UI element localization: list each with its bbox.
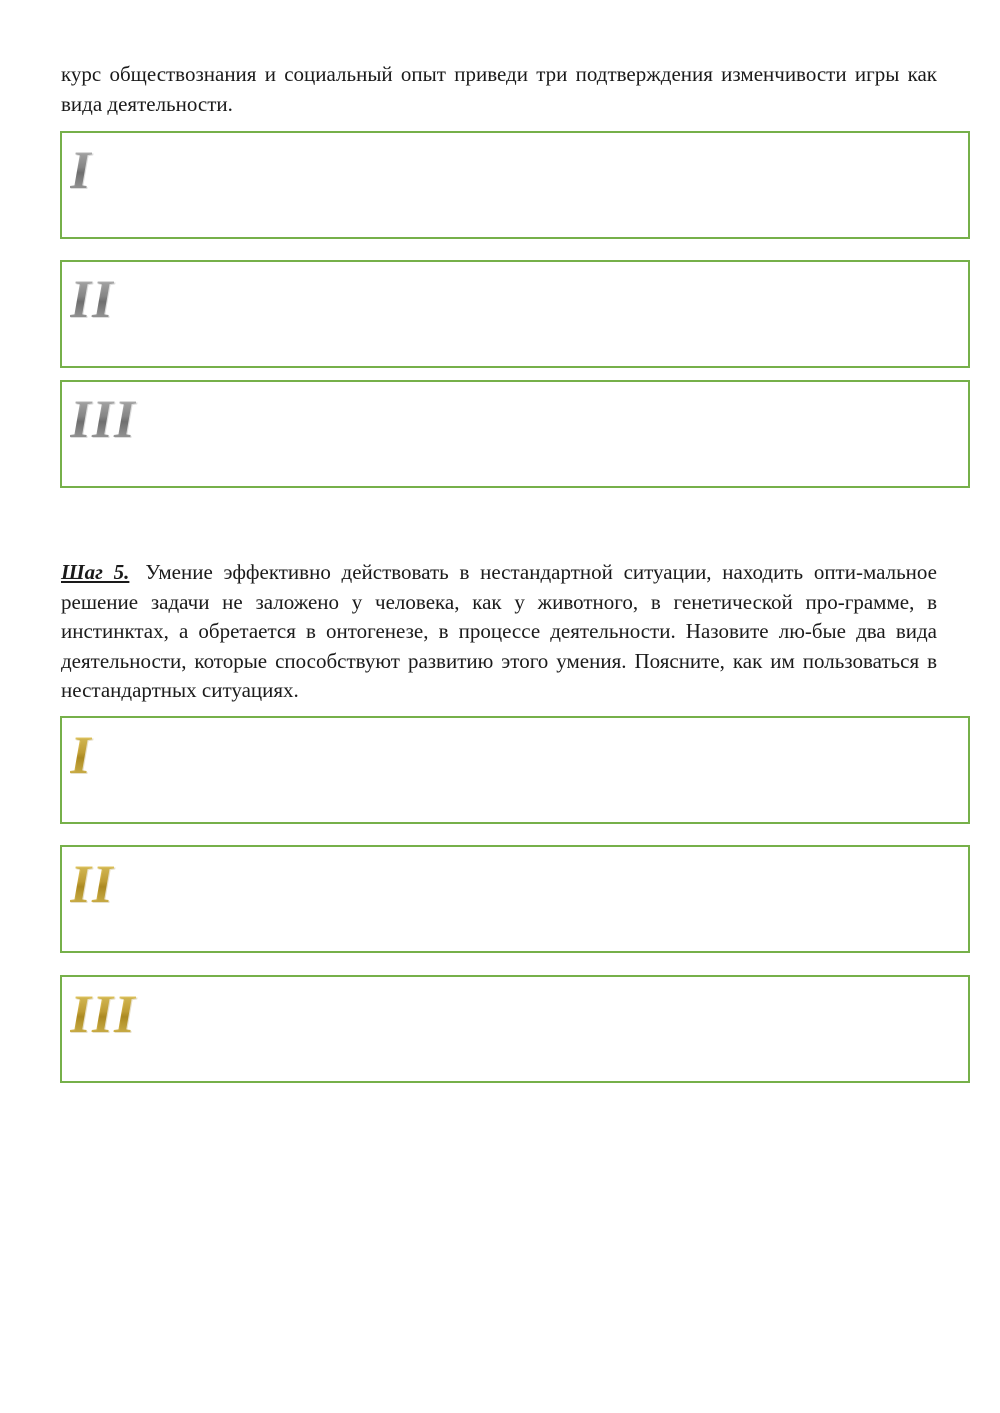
answer-box-1-i[interactable]: [60, 131, 970, 239]
numeral-i-gold: I: [70, 725, 93, 785]
answer-box-2-iii[interactable]: [60, 975, 970, 1083]
numeral-iii-gold: III: [70, 984, 137, 1044]
answer-box-1-ii[interactable]: [60, 260, 970, 368]
step5-label: Шаг 5.: [61, 560, 130, 584]
numeral-i-silver: I: [70, 140, 93, 200]
intro-paragraph: курс обществознания и социальный опыт приведи три подтверждения изменчивости игры как вида деятельности.: [61, 62, 937, 116]
numeral-ii-gold: II: [70, 854, 115, 914]
answer-box-1-iii[interactable]: [60, 380, 970, 488]
numeral-iii-silver: III: [70, 389, 137, 449]
step5-paragraph: [61, 558, 937, 706]
answer-box-2-i[interactable]: [60, 716, 970, 824]
answer-box-2-ii[interactable]: [60, 845, 970, 953]
step5-text: Умение эффективно действовать в нестандартной ситуации, находить опти-мальное решение задачи не заложено у человека, как у животного, в генетической про-грамме, в инстинктах, а обретается в онтогенезе, в процессе деятельности. Назовите лю-бые два вида деятельности, которые способствуют развитию этого умения. Поясните, как им пользоваться в нестандартных ситуациях.: [61, 560, 937, 702]
numeral-ii-silver: II: [70, 269, 115, 329]
